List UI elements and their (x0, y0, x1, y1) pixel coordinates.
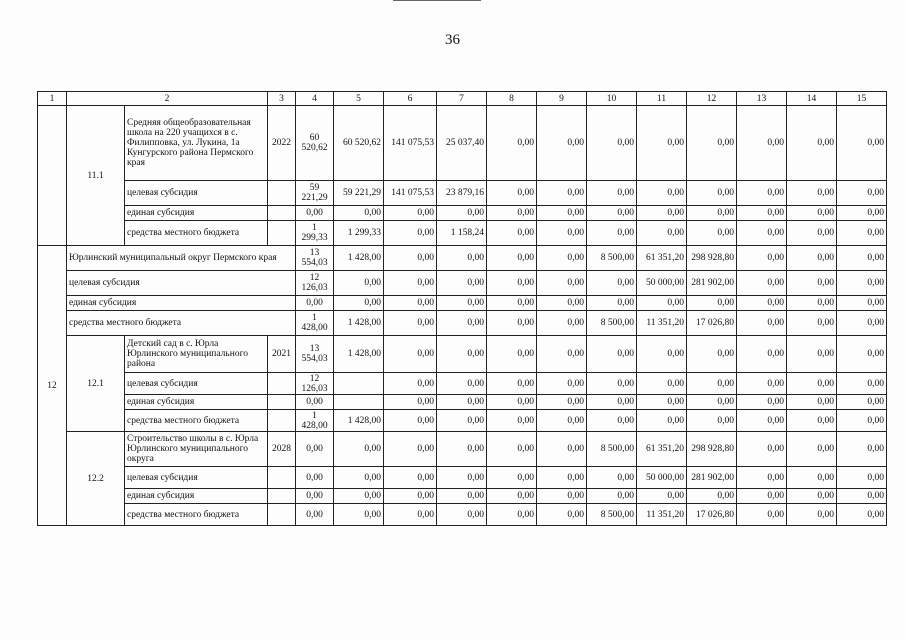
value-cell: 0,00 (637, 410, 687, 432)
header-cell: 5 (334, 92, 384, 106)
value-cell: 1 428,00 (296, 410, 334, 432)
value-cell: 0,00 (537, 221, 587, 246)
sub-label: средства местного бюджета (125, 504, 268, 526)
table-row (38, 373, 887, 395)
value-cell: 0,00 (687, 373, 737, 395)
budget-table (37, 91, 887, 526)
table-row (38, 296, 887, 311)
value-cell: 0,00 (384, 311, 437, 336)
value-cell: 1 428,00 (334, 336, 384, 373)
value-cell: 0,00 (587, 106, 637, 181)
value-cell: 0,00 (437, 467, 487, 489)
value-cell: 0,00 (537, 206, 587, 221)
header-cell: 13 (737, 92, 787, 106)
value-cell: 1 428,00 (334, 311, 384, 336)
value-cell: 0,00 (537, 296, 587, 311)
value-cell: 1 158,24 (437, 221, 487, 246)
value-cell: 0,00 (437, 410, 487, 432)
header-cell: 12 (687, 92, 737, 106)
value-cell: 0,00 (587, 296, 637, 311)
table-row (38, 246, 887, 271)
value-cell: 0,00 (737, 489, 787, 504)
value-cell: 0,00 (737, 206, 787, 221)
value-cell: 0,00 (737, 271, 787, 296)
year-cell (268, 181, 296, 206)
value-cell: 0,00 (487, 373, 537, 395)
value-cell: 0,00 (737, 373, 787, 395)
value-cell: 0,00 (587, 181, 637, 206)
value-cell: 0,00 (737, 432, 787, 467)
value-cell: 0,00 (437, 432, 487, 467)
value-cell: 0,00 (787, 221, 837, 246)
value-cell: 0,00 (637, 336, 687, 373)
value-cell: 0,00 (587, 410, 637, 432)
value-cell: 0,00 (687, 395, 737, 410)
header-cell: 11 (637, 92, 687, 106)
value-cell: 0,00 (837, 467, 887, 489)
item-name: Строительство школы в с. Юрла Юрлинского муниципального округа (125, 432, 268, 467)
value-cell: 60 520,62 (334, 106, 384, 181)
value-cell: 0,00 (487, 467, 537, 489)
value-cell: 0,00 (296, 395, 334, 410)
value-cell: 0,00 (787, 181, 837, 206)
value-cell: 0,00 (384, 336, 437, 373)
value-cell: 0,00 (637, 296, 687, 311)
header-cell: 9 (537, 92, 587, 106)
value-cell: 0,00 (637, 489, 687, 504)
value-cell: 0,00 (687, 106, 737, 181)
value-cell: 0,00 (687, 206, 737, 221)
value-cell: 12 126,03 (296, 373, 334, 395)
table-row (38, 92, 887, 106)
value-cell: 0,00 (787, 206, 837, 221)
value-cell: 0,00 (787, 373, 837, 395)
table-row (38, 311, 887, 336)
value-cell: 0,00 (587, 395, 637, 410)
value-cell: 0,00 (537, 504, 587, 526)
value-cell: 0,00 (437, 246, 487, 271)
value-cell: 0,00 (787, 296, 837, 311)
value-cell: 1 299,33 (296, 221, 334, 246)
value-cell: 281 902,00 (687, 271, 737, 296)
value-cell: 0,00 (296, 489, 334, 504)
value-cell: 0,00 (687, 489, 737, 504)
value-cell: 0,00 (837, 336, 887, 373)
value-cell: 0,00 (787, 395, 837, 410)
value-cell: 0,00 (537, 410, 587, 432)
header-cell: 7 (437, 92, 487, 106)
value-cell: 0,00 (737, 395, 787, 410)
value-cell: 61 351,20 (637, 432, 687, 467)
value-cell: 0,00 (637, 106, 687, 181)
header-cell: 1 (38, 92, 67, 106)
table-row (38, 106, 887, 181)
value-cell: 0,00 (837, 395, 887, 410)
year-cell: 2028 (268, 432, 296, 467)
table-row (38, 410, 887, 432)
sub-label: средства местного бюджета (125, 221, 268, 246)
item-index: 12.1 (67, 336, 125, 432)
value-cell: 0,00 (587, 271, 637, 296)
value-cell: 0,00 (296, 432, 334, 467)
header-cell: 14 (787, 92, 837, 106)
year-cell (268, 206, 296, 221)
value-cell: 141 075,53 (384, 106, 437, 181)
item-name: Детский сад в с. Юрла Юрлинского муниципального района (125, 336, 268, 373)
value-cell: 0,00 (637, 206, 687, 221)
value-cell: 25 037,40 (437, 106, 487, 181)
value-cell: 0,00 (637, 395, 687, 410)
value-cell: 0,00 (737, 106, 787, 181)
year-cell (268, 489, 296, 504)
value-cell: 17 026,80 (687, 504, 737, 526)
value-cell: 1 428,00 (296, 311, 334, 336)
value-cell: 0,00 (384, 246, 437, 271)
value-cell: 0,00 (787, 410, 837, 432)
value-cell: 13 554,03 (296, 336, 334, 373)
value-cell: 0,00 (687, 296, 737, 311)
value-cell: 1 428,00 (334, 246, 384, 271)
value-cell (334, 395, 384, 410)
value-cell: 0,00 (384, 432, 437, 467)
page-number: 36 (445, 32, 460, 48)
value-cell: 0,00 (487, 311, 537, 336)
value-cell: 0,00 (437, 311, 487, 336)
table-row (38, 432, 887, 467)
value-cell: 0,00 (384, 489, 437, 504)
value-cell: 0,00 (737, 181, 787, 206)
value-cell: 0,00 (837, 489, 887, 504)
value-cell (334, 373, 384, 395)
value-cell: 0,00 (787, 246, 837, 271)
value-cell: 0,00 (837, 432, 887, 467)
year-cell (268, 467, 296, 489)
value-cell: 13 554,03 (296, 246, 334, 271)
year-cell (268, 395, 296, 410)
value-cell: 0,00 (487, 106, 537, 181)
year-cell (268, 410, 296, 432)
value-cell: 0,00 (737, 336, 787, 373)
value-cell: 0,00 (537, 395, 587, 410)
year-cell: 2021 (268, 336, 296, 373)
value-cell: 0,00 (837, 311, 887, 336)
table-row (38, 489, 887, 504)
value-cell: 0,00 (837, 221, 887, 246)
row-number-cell: 12 (38, 246, 67, 526)
value-cell: 0,00 (334, 467, 384, 489)
value-cell: 0,00 (437, 271, 487, 296)
value-cell: 0,00 (487, 271, 537, 296)
header-cell: 3 (268, 92, 296, 106)
value-cell: 0,00 (487, 395, 537, 410)
year-cell (268, 373, 296, 395)
value-cell: 0,00 (334, 489, 384, 504)
value-cell: 0,00 (296, 296, 334, 311)
value-cell: 59 221,29 (296, 181, 334, 206)
value-cell: 0,00 (437, 296, 487, 311)
value-cell: 0,00 (487, 489, 537, 504)
value-cell: 0,00 (837, 181, 887, 206)
sub-label: целевая субсидия (67, 271, 296, 296)
value-cell: 0,00 (437, 489, 487, 504)
value-cell: 0,00 (787, 504, 837, 526)
table-row (38, 395, 887, 410)
value-cell: 0,00 (687, 336, 737, 373)
sub-label: единая субсидия (67, 296, 296, 311)
value-cell: 0,00 (837, 410, 887, 432)
value-cell: 12 126,03 (296, 271, 334, 296)
value-cell: 61 351,20 (637, 246, 687, 271)
value-cell: 0,00 (587, 467, 637, 489)
value-cell: 0,00 (384, 410, 437, 432)
value-cell: 0,00 (737, 504, 787, 526)
value-cell: 0,00 (587, 206, 637, 221)
value-cell: 0,00 (537, 271, 587, 296)
value-cell: 50 000,00 (637, 271, 687, 296)
value-cell: 0,00 (487, 221, 537, 246)
value-cell: 0,00 (837, 504, 887, 526)
value-cell: 0,00 (737, 246, 787, 271)
value-cell: 0,00 (384, 373, 437, 395)
value-cell: 8 500,00 (587, 432, 637, 467)
value-cell: 0,00 (587, 373, 637, 395)
value-cell: 0,00 (637, 181, 687, 206)
value-cell: 8 500,00 (587, 504, 637, 526)
value-cell: 0,00 (687, 221, 737, 246)
value-cell: 298 928,80 (687, 432, 737, 467)
value-cell: 50 000,00 (637, 467, 687, 489)
value-cell: 0,00 (384, 206, 437, 221)
header-cell: 4 (296, 92, 334, 106)
value-cell: 0,00 (737, 410, 787, 432)
table-row (38, 336, 887, 373)
row-number-cell (38, 106, 67, 246)
value-cell: 23 879,16 (437, 181, 487, 206)
value-cell: 0,00 (296, 206, 334, 221)
header-cell: 10 (587, 92, 637, 106)
table-row (38, 271, 887, 296)
value-cell: 0,00 (787, 489, 837, 504)
value-cell: 0,00 (334, 271, 384, 296)
value-cell: 0,00 (334, 504, 384, 526)
table-row (38, 181, 887, 206)
item-index: 11.1 (67, 106, 125, 246)
value-cell: 0,00 (587, 221, 637, 246)
value-cell: 0,00 (537, 373, 587, 395)
value-cell: 0,00 (537, 489, 587, 504)
value-cell: 0,00 (787, 311, 837, 336)
item-index: 12.2 (67, 432, 125, 526)
value-cell: 0,00 (487, 206, 537, 221)
sub-label: единая субсидия (125, 395, 268, 410)
value-cell: 0,00 (687, 181, 737, 206)
table-row (38, 206, 887, 221)
header-cell: 15 (837, 92, 887, 106)
value-cell: 0,00 (334, 206, 384, 221)
value-cell: 11 351,20 (637, 504, 687, 526)
value-cell: 0,00 (737, 467, 787, 489)
value-cell: 17 026,80 (687, 311, 737, 336)
value-cell: 0,00 (737, 221, 787, 246)
value-cell: 8 500,00 (587, 311, 637, 336)
value-cell: 0,00 (737, 311, 787, 336)
value-cell: 0,00 (334, 432, 384, 467)
value-cell: 0,00 (637, 373, 687, 395)
value-cell: 0,00 (787, 467, 837, 489)
sub-label: единая субсидия (125, 206, 268, 221)
year-cell (268, 221, 296, 246)
sub-label: средства местного бюджета (125, 410, 268, 432)
value-cell: 141 075,53 (384, 181, 437, 206)
sub-label: целевая субсидия (125, 373, 268, 395)
value-cell: 0,00 (787, 336, 837, 373)
value-cell: 0,00 (487, 504, 537, 526)
value-cell: 281 902,00 (687, 467, 737, 489)
value-cell: 0,00 (537, 311, 587, 336)
value-cell: 1 428,00 (334, 410, 384, 432)
value-cell: 0,00 (487, 410, 537, 432)
value-cell: 0,00 (487, 181, 537, 206)
value-cell: 0,00 (384, 395, 437, 410)
value-cell: 0,00 (737, 296, 787, 311)
value-cell: 0,00 (687, 410, 737, 432)
value-cell: 0,00 (437, 206, 487, 221)
sub-label: целевая субсидия (125, 181, 268, 206)
table-row (38, 221, 887, 246)
value-cell: 0,00 (837, 206, 887, 221)
value-cell: 0,00 (587, 336, 637, 373)
value-cell: 0,00 (437, 395, 487, 410)
sub-label: единая субсидия (125, 489, 268, 504)
top-rule (393, 0, 481, 1)
value-cell: 0,00 (437, 504, 487, 526)
header-cell: 2 (67, 92, 268, 106)
value-cell: 0,00 (837, 373, 887, 395)
year-cell: 2022 (268, 106, 296, 181)
value-cell: 298 928,80 (687, 246, 737, 271)
value-cell: 0,00 (537, 467, 587, 489)
value-cell: 0,00 (537, 106, 587, 181)
item-name: Юрлинский муниципальный округ Пермского края (67, 246, 296, 271)
value-cell: 0,00 (537, 432, 587, 467)
value-cell: 0,00 (437, 373, 487, 395)
value-cell: 0,00 (637, 221, 687, 246)
value-cell: 0,00 (487, 432, 537, 467)
table-row (38, 504, 887, 526)
sub-label: средства местного бюджета (67, 311, 296, 336)
value-cell: 11 351,20 (637, 311, 687, 336)
sub-label: целевая субсидия (125, 467, 268, 489)
header-cell: 8 (487, 92, 537, 106)
value-cell: 0,00 (837, 296, 887, 311)
value-cell: 0,00 (296, 467, 334, 489)
table-row (38, 467, 887, 489)
value-cell: 0,00 (334, 296, 384, 311)
value-cell: 0,00 (537, 336, 587, 373)
value-cell: 0,00 (537, 181, 587, 206)
value-cell: 0,00 (296, 504, 334, 526)
value-cell: 0,00 (787, 106, 837, 181)
value-cell: 0,00 (487, 336, 537, 373)
item-name: Средняя общеобразовательная школа на 220 учащихся в с. Филипповка, ул. Лукина, 1а Кунгурского района Пермского края (125, 106, 268, 181)
value-cell: 0,00 (437, 336, 487, 373)
value-cell: 0,00 (537, 246, 587, 271)
value-cell: 60 520,62 (296, 106, 334, 181)
value-cell: 0,00 (384, 504, 437, 526)
value-cell: 0,00 (384, 296, 437, 311)
value-cell: 8 500,00 (587, 246, 637, 271)
value-cell: 0,00 (837, 106, 887, 181)
value-cell: 0,00 (487, 296, 537, 311)
value-cell: 0,00 (837, 246, 887, 271)
value-cell: 0,00 (384, 221, 437, 246)
value-cell: 0,00 (384, 467, 437, 489)
value-cell: 0,00 (787, 271, 837, 296)
value-cell: 0,00 (837, 271, 887, 296)
value-cell: 0,00 (587, 489, 637, 504)
year-cell (268, 504, 296, 526)
value-cell: 1 299,33 (334, 221, 384, 246)
value-cell: 0,00 (384, 271, 437, 296)
header-cell: 6 (384, 92, 437, 106)
value-cell: 0,00 (487, 246, 537, 271)
value-cell: 0,00 (787, 432, 837, 467)
value-cell: 59 221,29 (334, 181, 384, 206)
